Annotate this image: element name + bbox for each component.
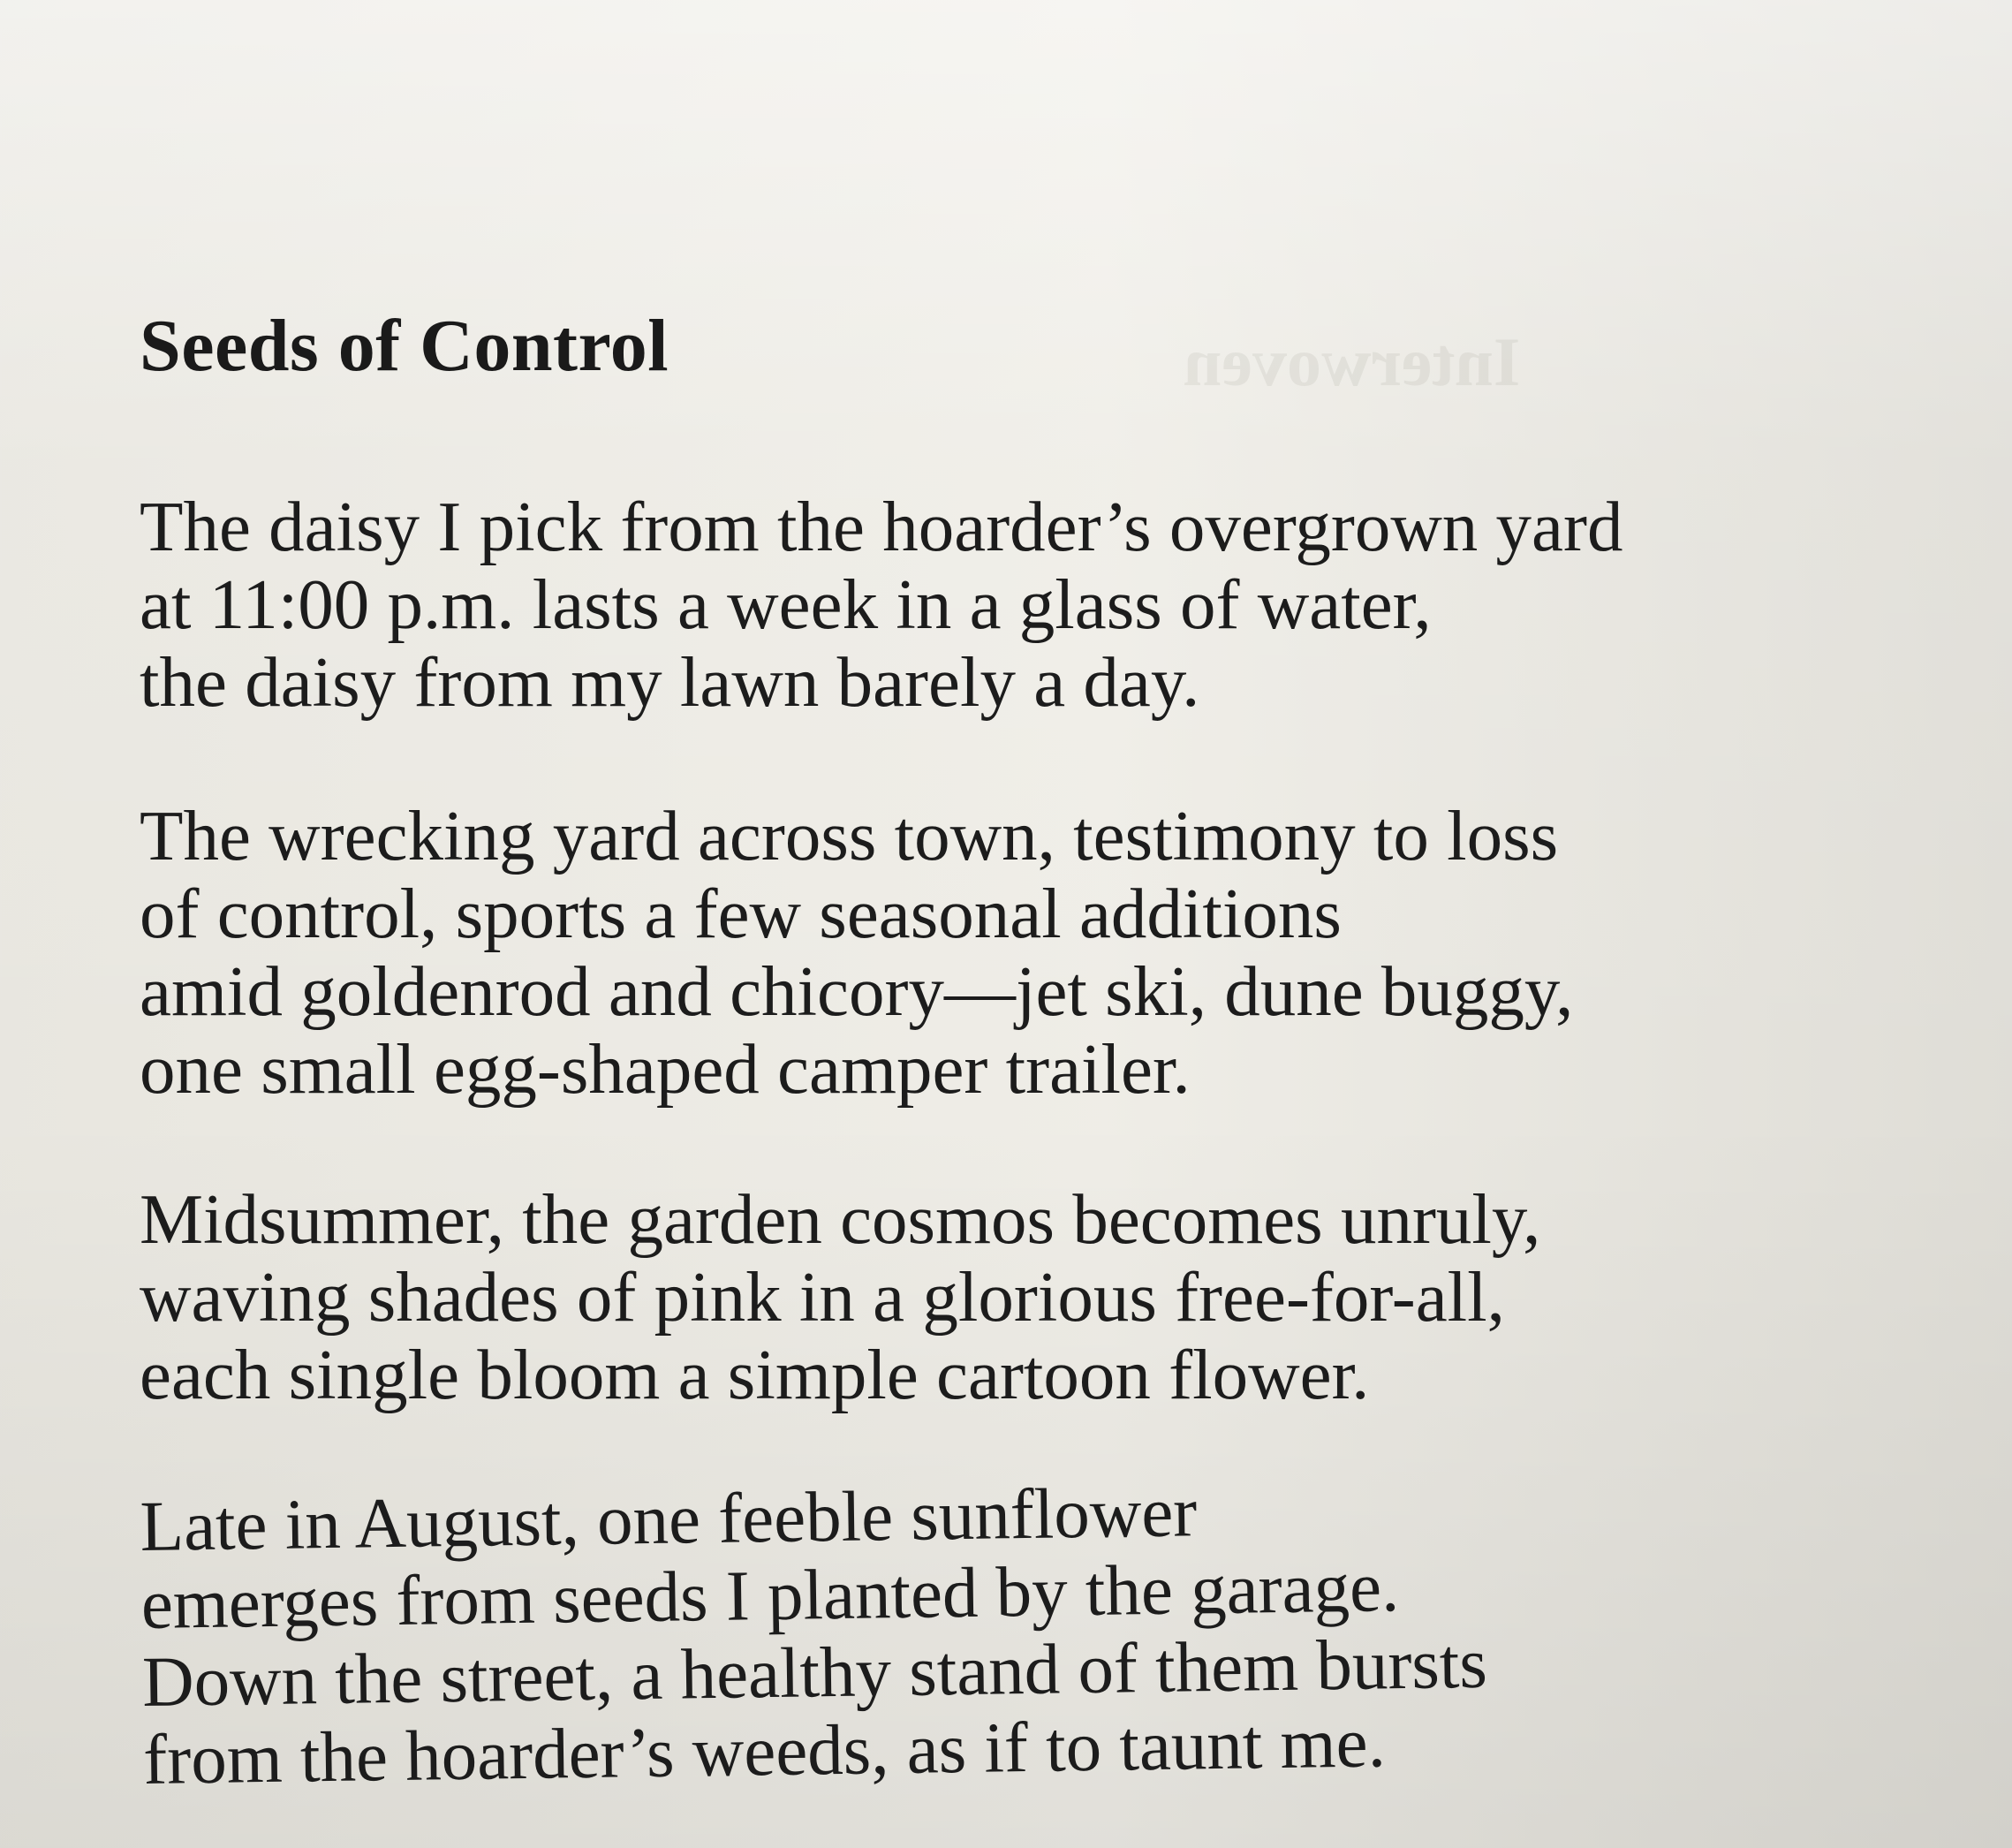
stanza-3: [140, 1180, 1540, 1413]
poem-line: waving shades of pink in a glorious free-for-all,: [140, 1257, 1505, 1337]
poem-line: one small egg-shaped camper trailer.: [140, 1029, 1191, 1109]
poem-line: of control, sports a few seasonal additions: [140, 874, 1342, 953]
poem-line: Down the street, a healthy stand of them bursts: [141, 1623, 1488, 1722]
poem-line: at 11:00 p.m. lasts a week in a glass of water,: [140, 564, 1432, 644]
poem-line: emerges from seeds I planted by the garage.: [140, 1547, 1400, 1644]
poem-line: Midsummer, the garden cosmos becomes unruly,: [140, 1179, 1541, 1259]
poem-line: The wrecking yard across town, testimony to loss: [140, 796, 1559, 875]
poem-title: Seeds of Control: [140, 305, 669, 387]
poem-line: from the hoarder’s weeds, as if to taunt me.: [142, 1702, 1387, 1799]
poem-line: the daisy from my lawn barely a day.: [140, 642, 1200, 722]
stanza-2: [140, 797, 1573, 1108]
poem-line: Late in August, one feeble sunflower: [139, 1472, 1198, 1566]
stanza-1: [140, 488, 1622, 721]
poem-line: The daisy I pick from the hoarder’s overgrown yard: [140, 487, 1623, 566]
stanza-4: [140, 1469, 1489, 1799]
show-through-heading: Interwoven: [1184, 323, 1521, 400]
poem-line: each single bloom a simple cartoon flower.: [140, 1335, 1370, 1414]
poem-line: amid goldenrod and chicory—jet ski, dune buggy,: [140, 951, 1574, 1031]
